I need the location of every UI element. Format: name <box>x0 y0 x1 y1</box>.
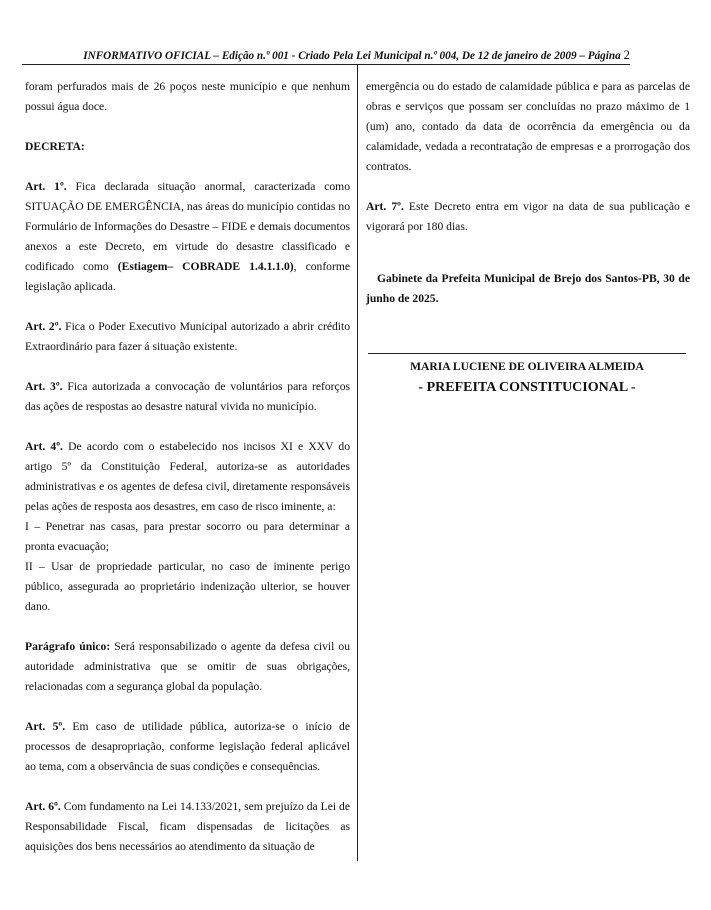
article-4 <box>25 437 350 517</box>
header-rule <box>22 64 630 65</box>
decreta-heading: DECRETA: <box>25 140 85 153</box>
article-2 <box>25 317 350 357</box>
article-1 <box>25 177 350 297</box>
article-text: Este Decreto entra em vigor na data de sua publicação e vigorará por 180 dias. <box>366 200 690 233</box>
right-column <box>366 77 690 329</box>
article-6 <box>25 797 350 857</box>
signature-line <box>368 353 686 354</box>
page-number: 2 <box>623 47 630 62</box>
article-label: Parágrafo único: <box>25 640 111 653</box>
article-text: Fica o Poder Executivo Municipal autorizado a abrir crédito Extraordinário para fazer á situação existente. <box>25 320 351 353</box>
article-3 <box>25 377 350 417</box>
cobrade-code: (Estiagem– COBRADE 1.4.1.1.0) <box>117 260 294 273</box>
article-7 <box>366 197 690 237</box>
article-label: Art. 1º. <box>25 180 67 193</box>
header-text: INFORMATIVO OFICIAL – Edição n.º 001 - Criado Pela Lei Municipal n.º 004, De 12 de janeiro de 2009 – Página <box>83 50 621 62</box>
intro-paragraph: foram perfurados mais de 26 poços neste município e que nenhum possui água doce. <box>25 80 350 113</box>
article-text: Com fundamento na Lei 14.133/2021, sem prejuízo da Lei de Responsabilidade Fiscal, ficam dispensadas de licitações as aquisições dos bens necessários ao atendimento da situação de <box>25 800 350 853</box>
article-text: Fica autorizada a convocação de voluntários para reforços das ações de respostas ao desastre natural vivida no município. <box>25 380 350 413</box>
left-column <box>25 77 350 857</box>
signatory-title: - PREFEITA CONSTITUCIONAL - <box>418 380 636 395</box>
paragrafo-unico <box>25 637 350 697</box>
article-text: Fica declarada situação anormal, caracterizada como SITUAÇÃO DE EMERGÊNCIA, nas áreas do município contidas no Formulário de Informações do Desastre – FIDE e demais documentos anexos a este Decreto, em virtude do desastre classificado e codificado como <box>25 180 350 273</box>
article-text: Em caso de utilidade pública, autoriza-se o início de processos de desapropriação, conforme legislação federal aplicável ao tema, com a observância de suas condições e consequências. <box>25 720 350 773</box>
article-text: , conforme legislação aplicada. <box>25 260 350 293</box>
article-text: De acordo com o estabelecido nos incisos XI e XXV do artigo 5º da Constituição Federal, autoriza-se as autoridades administrativas e os agentes de defesa civil, diretamente responsáveis pelas ações de resposta aos desastres, em caso de risco iminente, a: <box>25 440 350 513</box>
article-text: Será responsabilizado o agente da defesa civil ou autoridade administrativa que se omitir de suas obrigações, relacionadas com a segurança global da população. <box>25 640 350 693</box>
article-label: Art. 6º. <box>25 800 61 813</box>
article-4-item-ii: II – Usar de propriedade particular, no caso de iminente perigo público, assegurada ao proprietário indenização ulterior, se houver dano. <box>25 560 350 613</box>
page-header <box>22 48 630 63</box>
article-label: Art. 5º. <box>25 720 66 733</box>
article-label: Art. 4º. <box>25 440 63 453</box>
article-label: Art. 7º. <box>366 200 404 213</box>
signatory-name: MARIA LUCIENE DE OLIVEIRA ALMEIDA <box>410 360 644 373</box>
article-4-item-i: I – Penetrar nas casas, para prestar socorro ou para determinar a pronta evacuação; <box>25 520 350 553</box>
column-divider <box>357 64 358 861</box>
article-label: Art. 2º. <box>25 320 62 333</box>
closing-statement: Gabinete da Prefeita Municipal de Brejo dos Santos-PB, 30 de junho de 2025. <box>366 272 690 305</box>
article-5 <box>25 717 350 777</box>
article-6-continued: emergência ou do estado de calamidade pública e para as parcelas de obras e serviços que possam ser concluídas no prazo máximo de 1 (um) ano, contado da data de ocorrência da emergência ou da calamidade, vedada a recontratação de empresas e a prorrogação dos contratos. <box>366 80 690 173</box>
article-label: Art. 3º. <box>25 380 63 393</box>
